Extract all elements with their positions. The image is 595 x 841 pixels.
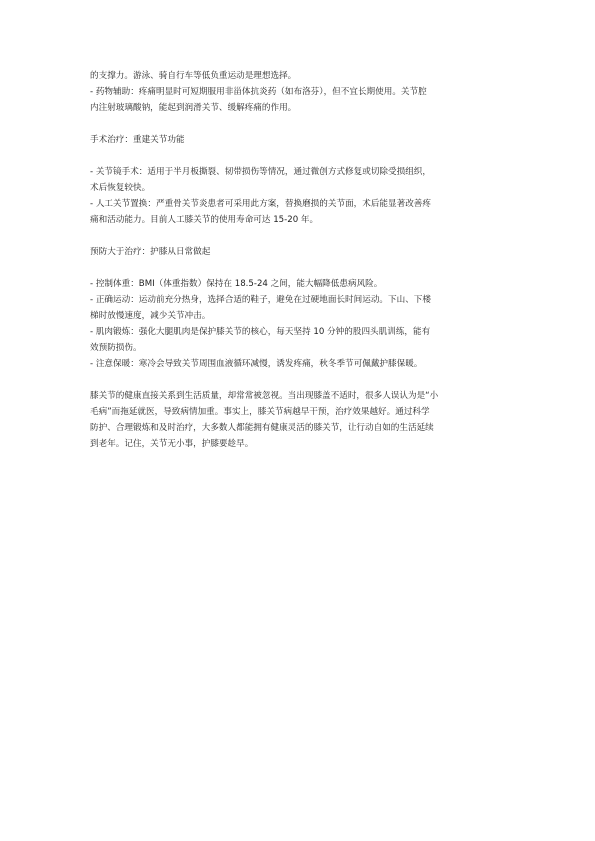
- body-line: - 人工关节置换：严重骨关节炎患者可采用此方案，替换磨损的关节面，术后能显著改善疼: [90, 199, 431, 209]
- body-line: 痛和活动能力。目前人工膝关节的使用寿命可达 15-20 年。: [90, 215, 319, 225]
- intro-section: [90, 68, 510, 116]
- section-heading: 预防大于治疗：护膝从日常做起: [90, 247, 211, 257]
- body-line: - 控制体重：BMI（体重指数）保持在 18.5-24 之间，能大幅降低患病风险。: [90, 279, 383, 289]
- paragraph-gap: [90, 228, 510, 244]
- body-line: 膝关节的健康直接关系到生活质量，却常常被忽视。当出现膝盖不适时，很多人误认为是“小: [90, 391, 439, 401]
- intro-line: - 药物辅助：疼痛明显时可短期服用非甾体抗炎药（如布洛芬），但不宜长期使用。关节腔: [90, 87, 427, 97]
- conclusion-section: [90, 388, 510, 452]
- body-line: 术后恢复较快。: [90, 183, 151, 193]
- body-line: - 注意保暖：寒冷会导致关节周围血液循环减慢，诱发疼痛，秋冬季节可佩戴护膝保暖。: [90, 359, 423, 369]
- body-line: - 肌肉锻炼：强化大腿肌肉是保护膝关节的核心，每天坚持 10 分钟的股四头肌训练，能有: [90, 327, 431, 337]
- paragraph-gap: [90, 372, 510, 388]
- intro-line: 的支撑力。游泳、骑自行车等低负重运动是理想选择。: [90, 71, 297, 81]
- body-line: - 正确运动：运动前充分热身，选择合适的鞋子，避免在过硬地面长时间运动。下山、下楼: [90, 295, 431, 305]
- section-heading: 手术治疗：重建关节功能: [90, 135, 185, 145]
- paragraph-gap: [90, 116, 510, 132]
- body-line: 毛病”而拖延就医，导致病情加重。事实上，膝关节病越早干预，治疗效果越好。通过科学: [90, 407, 430, 417]
- paragraph-gap: [90, 148, 510, 164]
- surgery-section: [90, 132, 510, 228]
- body-line: 效预防损伤。: [90, 343, 142, 353]
- body-line: 防护、合理锻炼和及时治疗，大多数人都能拥有健康灵活的膝关节，让行动自如的生活延续: [90, 423, 434, 433]
- body-line: 梯时放慢速度，减少关节冲击。: [90, 311, 211, 321]
- prevention-section: [90, 244, 510, 372]
- body-line: - 关节镜手术：适用于半月板撕裂、韧带损伤等情况，通过微创方式修复或切除受损组织，: [90, 167, 431, 177]
- intro-line: 内注射玻璃酸钠，能起到润滑关节、缓解疼痛的作用。: [90, 103, 297, 113]
- body-line: 到老年。记住，关节无小事，护膝要趁早。: [90, 439, 254, 449]
- paragraph-gap: [90, 260, 510, 276]
- document-page: [90, 68, 510, 452]
